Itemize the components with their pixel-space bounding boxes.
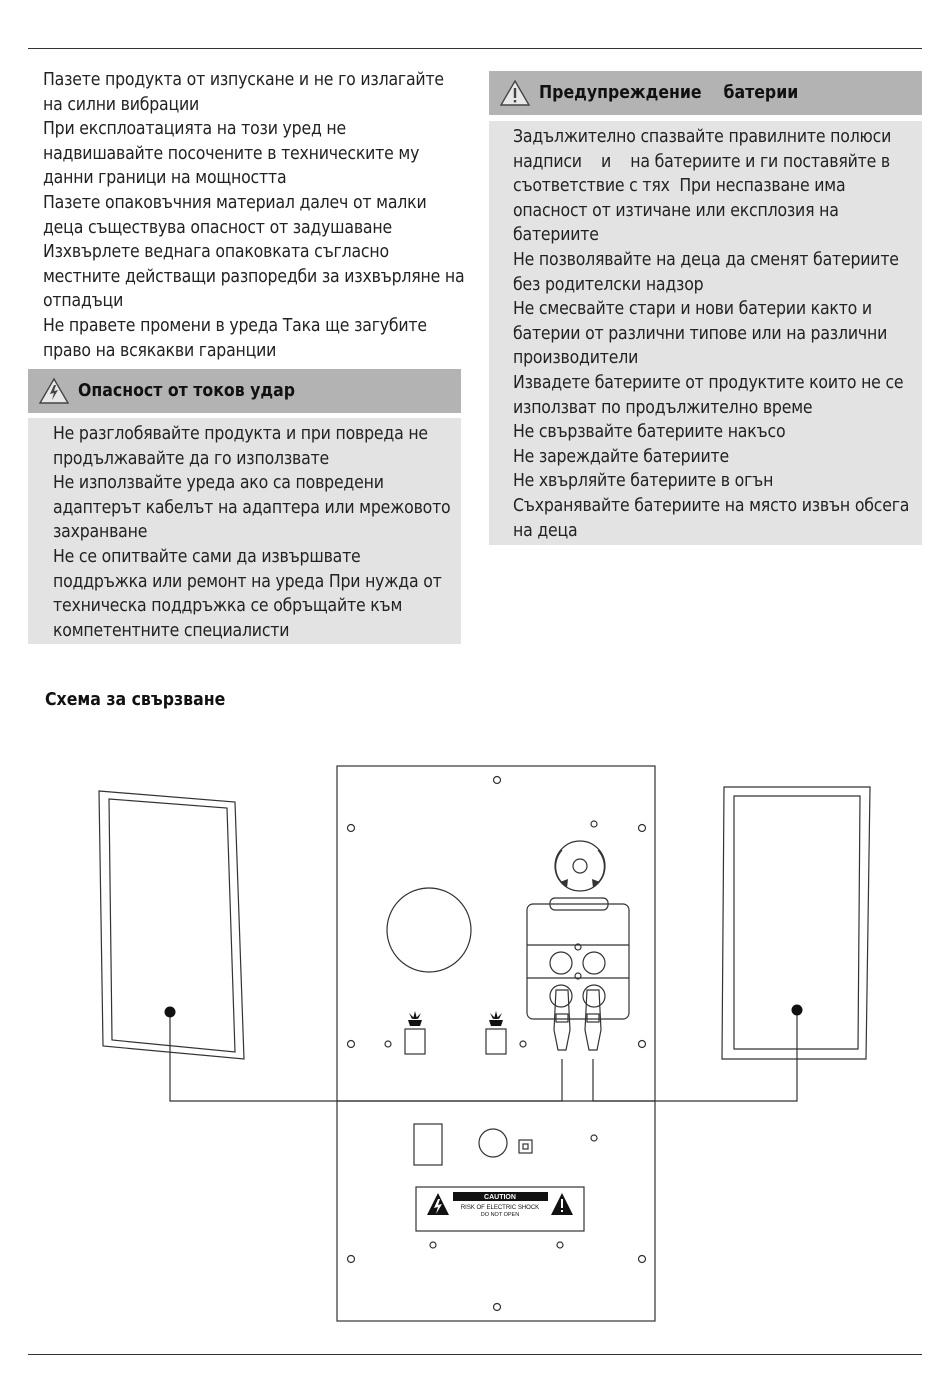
left-speaker-terminal [165, 1007, 176, 1018]
power-switch [414, 1124, 442, 1165]
right-speaker-cable [593, 1010, 797, 1101]
battery-item: Не позволявайте на деца да сменят батериите без родителски надзор [513, 249, 899, 295]
battery-section-title: Предупреждение батерии [539, 83, 799, 103]
shock-item: Не се опитвайте сами да извършвате поддръжка или ремонт на уреда При нужда от техническа поддръжка се обръщайте към компетентните специалисти [53, 546, 442, 641]
double-insulation-symbol [519, 1140, 532, 1153]
battery-item: Не зареждайте батериите [513, 446, 729, 467]
intro-text [43, 68, 468, 363]
shock-section-title: Опасност от токов удар [78, 381, 296, 401]
left-speaker-cable [170, 1012, 562, 1101]
battery-item: Извадете батериите от продуктите които не се използват по продължително време [513, 372, 904, 418]
battery-section-header [489, 71, 922, 115]
left-speaker [99, 791, 244, 1059]
battery-section-body [489, 121, 922, 545]
right-speaker [722, 787, 870, 1059]
intro-paragraph: Не правете промени в уреда Така ще загубите право на всякакви гаранции [43, 315, 427, 361]
woofer [387, 888, 471, 972]
intro-paragraph: Пазете опаковъчния материал далеч от малки деца съществува опасност от задушаване [43, 192, 427, 238]
intro-paragraph: Пазете продукта от изпускане и не го излагайте на силни вибрации [43, 70, 444, 115]
shock-section-body [28, 418, 461, 644]
battery-item: Не смесвайте стари и нови батерии както и батерии от различни типове или на различни производители [513, 299, 888, 369]
caution-heading: CAUTION [484, 1194, 516, 1201]
battery-item: Задължително спазвайте правилните полюси надписи и на батериите и ги поставяйте в съответствие с тях При неспазване има опасност от изтичане или експлозия на батериите [513, 127, 901, 246]
led-icon [408, 1011, 422, 1026]
shock-item: Не разглобявайте продукта и при повреда не продължавайте да го използвате [53, 424, 428, 469]
warning-icon [499, 79, 531, 107]
caution-text-line1: RISK OF ELECTRIC SHOCK [460, 1205, 540, 1211]
shock-section-header [28, 369, 461, 413]
battery-item: Не свързвайте батериите накъсо [513, 422, 786, 443]
warning-icon [38, 377, 70, 405]
indicator-right [486, 1029, 506, 1054]
diagram-title: Схема за свързване [45, 690, 226, 710]
right-speaker-terminal [792, 1005, 803, 1016]
connection-diagram [0, 750, 950, 1350]
led-icon [489, 1011, 503, 1026]
battery-item: Съхранявайте батериите на място извън обсега на деца [513, 495, 910, 541]
caution-text-line2: DO NOT OPEN [480, 1212, 520, 1218]
input-connector-block [527, 898, 629, 1019]
shock-item: Не използвайте уреда ако са повредени адаптерът кабелът на адаптера или мрежовото захранване [53, 473, 451, 543]
indicator-left [405, 1029, 425, 1054]
power-jack [479, 1129, 507, 1157]
top-rule [28, 48, 922, 49]
rca-plugs [554, 990, 601, 1050]
bottom-rule [28, 1354, 922, 1355]
intro-paragraph: При експлоатацията на този уред не надвишавайте посочените в техническите му данни граници на мощността [43, 119, 420, 189]
intro-paragraph: Изхвърлете веднага опаковката съгласно местните действащи разпоредби за изхвърляне на отпадъци [43, 242, 465, 312]
battery-item: Не хвърляйте батериите в огън [513, 471, 774, 492]
